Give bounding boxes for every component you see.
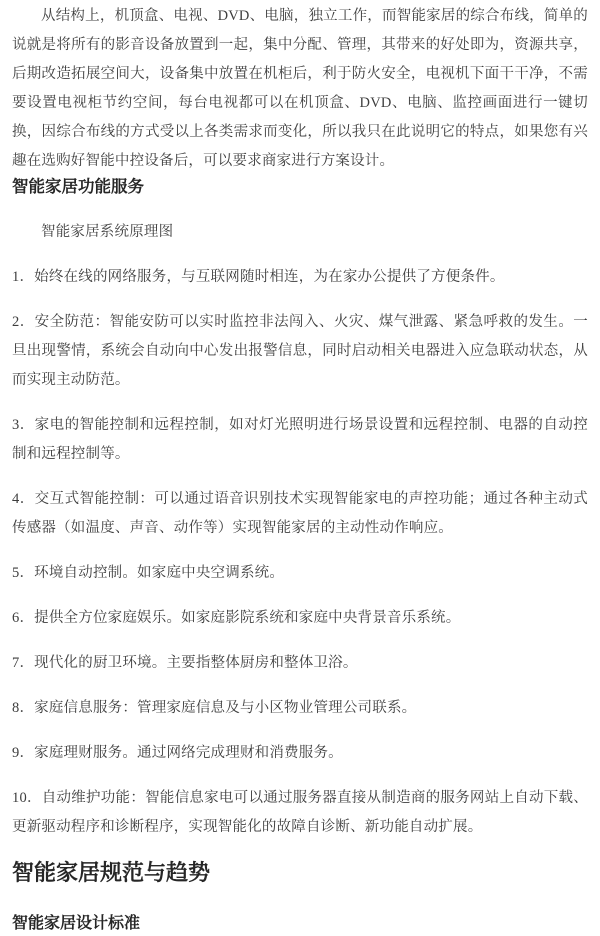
list-item-5: 5．环境自动控制。如家庭中央空调系统。 [12, 565, 285, 581]
list-item-2: 2．安全防范：智能安防可以实时监控非法闯入、火灾、煤气泄露、紧急呼救的发生。一旦出现警情，系统会自动向中心发出报警信息，同时启动相关电器进入应急联动状态，从而实现主动防范。 [12, 314, 588, 388]
section-heading-standards-trends: 智能家居规范与趋势 [12, 860, 211, 885]
list-item-1: 1．始终在线的网络服务，与互联网随时相连，为在家办公提供了方便条件。 [12, 269, 505, 285]
list-item-7: 7．现代化的厨卫环境。主要指整体厨房和整体卫浴。 [12, 655, 358, 671]
list-item-4: 4．交互式智能控制：可以通过语音识别技术实现智能家电的声控功能；通过各种主动式传感器（如温度、声音、动作等）实现智能家居的主动性动作响应。 [12, 491, 588, 536]
intro-paragraph: 从结构上，机顶盒、电视、DVD、电脑，独立工作，而智能家居的综合布线，简单的说就是将所有的影音设备放置到一起，集中分配、管理，其带来的好处即为，资源共享，后期改造拓展空间大，设备集中放置在机柜后，利于防火安全，电视机下面干干净，不需要设置电视柜节约空间，每台电视都可以在机顶盒、DVD、电脑、监控画面进行一键切换，因综合布线的方式受以上各类需求而变化，所以我只在此说明它的特点，如果您有兴趣在选购好智能中控设备后，可以要求商家进行方案设计。 [12, 8, 588, 169]
list-item-8: 8．家庭信息服务：管理家庭信息及与小区物业管理公司联系。 [12, 700, 417, 716]
sub-heading-design-standard: 智能家居设计标准 [12, 915, 141, 932]
diagram-caption: 智能家居系统原理图 [41, 224, 174, 240]
list-item-10: 10．自动维护功能：智能信息家电可以通过服务器直接从制造商的服务网站上自动下载、更新驱动程序和诊断程序，实现智能化的故障自诊断、新功能自动扩展。 [12, 790, 588, 835]
list-item-6: 6．提供全方位家庭娱乐。如家庭影院系统和家庭中央背景音乐系统。 [12, 610, 461, 626]
section-heading-features: 智能家居功能服务 [12, 178, 144, 196]
list-item-9: 9．家庭理财服务。通过网络完成理财和消费服务。 [12, 745, 343, 761]
list-item-3: 3．家电的智能控制和远程控制，如对灯光照明进行场景设置和远程控制、电器的自动控制和远程控制等。 [12, 417, 588, 462]
